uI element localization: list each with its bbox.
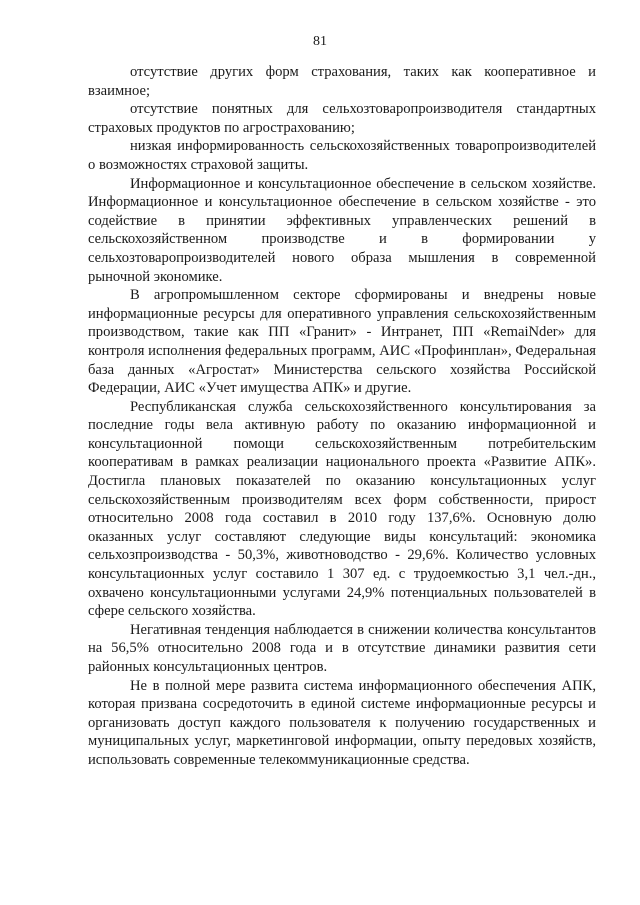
paragraph-6: Республиканская служба сельскохозяйственного консультирования за последние годы вела активную работу по оказанию информационной и консультационной помощи сельскохозяйственным потребительским кооперативам в рамках реализации национального проекта «Развитие АПК». Достигла плановых показателей по оказанию консультационных услуг сельскохозяйственным производителям всех форм собственности, прирост относительно 2008 года составил в 2010 году 137,6%. Основную долю оказанных услуг составляют следующие виды консультаций: экономика сельхозпроизводства - 50,3%, животноводство - 29,6%. Количество условных консультационных услуг составило 1 307 ед. с трудоемкостью 3,1 чел.-дн., охвачено консультационными услугами 24,9% потенциальных пользователей в сфере сельского хозяйства.: [88, 398, 596, 620]
paragraph-7: Негативная тенденция наблюдается в снижении количества консультантов на 56,5% относительно 2008 года и в отсутствие динамики развития сети районных консультационных центров.: [88, 621, 596, 675]
paragraph-4: Информационное и консультационное обеспечение в сельском хозяйстве. Информационное и консультационное обеспечение в сельском хозяйстве - это содействие в принятии эффективных управленческих решений в сельскохозяйственном производстве и в формировании у сельхозтоваропроизводителей нового образа мышления в современной рыночной экономике.: [88, 175, 596, 285]
paragraph-3: низкая информированность сельскохозяйственных товаропроизводителей о возможностях страховой защиты.: [88, 138, 596, 173]
paragraph-2: отсутствие понятных для сельхозтоваропроизводителя стандартных страховых продуктов по агрострахованию;: [88, 101, 596, 136]
page-number: 81: [313, 34, 327, 49]
paragraph-8: Не в полной мере развита система информационного обеспечения АПК, которая призвана сосредоточить в единой системе информационные ресурсы и организовать доступ каждого пользователя к получению государственных и муниципальных услуг, маркетинговой информации, опыту передовых хозяйств, использовать современные телекоммуникационные средства.: [88, 677, 596, 768]
paragraph-5: В агропромышленном секторе сформированы и внедрены новые информационные ресурсы для оперативного управления сельскохозяйственным производством, такие как ПП «Гранит» - Интранет, ПП «RemaiNder» для контроля исполнения федеральных программ, АИС «Профинплан», Федеральная база данных «Агростат» Министерства сельского хозяйства Российской Федерации, АИС «Учет имущества АПК» и другие.: [88, 287, 596, 397]
document-body: [88, 63, 596, 770]
paragraph-1: отсутствие других форм страхования, таких как кооперативное и взаимное;: [88, 64, 596, 99]
